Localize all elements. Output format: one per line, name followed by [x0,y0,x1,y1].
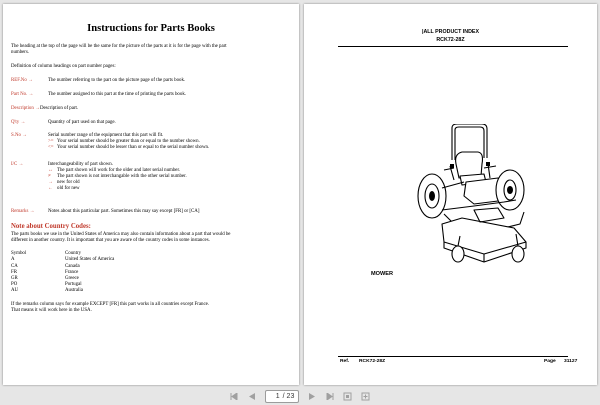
page-indicator [265,390,300,403]
intro-line-2: numbers. [11,50,30,55]
mower-illustration [414,124,534,269]
model-number: RCK72-28Z [436,37,465,43]
table-row-symbol: PO [11,282,18,287]
desc-ic: Interchangeability of part shown. ↔ The part shown will work for the older and later serial number. ≠ The part shown is not interchangable with the other serial number. → new for old ← old for new [48,162,187,192]
table-row-country: Australia [65,288,83,293]
prev-page-button[interactable] [247,391,258,402]
fit-page-icon [343,392,352,401]
table-row-country: France [65,270,79,275]
country-para-1: The parts books we use in the United States of America may also contain information about a part that would be [11,232,231,237]
right-page [304,4,597,385]
footer-ref-label: Ref. [340,359,350,364]
desc-sno: Serial number range of the equipment that this part will fit. >= Your serial number should be greater than or equal to the number shown. <= Your serial number should be lesser than or equal to the serial number shown. [48,133,210,151]
table-row-country: United States of America [65,257,115,262]
first-page-icon [230,393,238,400]
zoom-button[interactable] [360,391,371,402]
header-rule [338,46,568,47]
last-page-button[interactable] [324,391,335,402]
table-row-country: Canada [65,264,80,269]
table-row-symbol: GR [11,276,18,281]
desc-remarks: Notes about this particular part. Sometimes this may say except [FR] or [CA] [48,209,200,214]
country-para-2: different in another country. It is important that you are aware of the country codes in some instances. [11,238,210,243]
table-header-country: Country [65,251,82,256]
table-row-symbol: A [11,257,15,262]
footer-page-label: Page [544,359,556,364]
left-page [3,4,299,385]
term-qty: Q'ty → [11,120,26,125]
table-row-country: Greece [65,276,79,281]
table-row-symbol: CA [11,264,18,269]
desc-part-no: The number assigned to this part at the time of printing the parts book. [48,92,186,97]
term-part-no: Part No. → [11,92,34,97]
table-row-symbol: AU [11,288,19,293]
next-page-icon [309,393,315,400]
footer-rule [338,356,568,357]
term-sno: S.No → [11,133,28,138]
table-row-symbol: FR [11,270,17,275]
fit-page-button[interactable] [342,391,353,402]
first-page-button[interactable] [229,391,240,402]
mower-label: MOWER [371,271,394,277]
total-pages: / 23 [282,393,295,400]
page-title: Instructions for Parts Books [87,23,215,34]
page-number-input[interactable] [270,393,280,400]
desc-qty: Quantity of part used on that page. [48,120,116,125]
closing-line-2: That means it will work here in the USA. [11,308,92,313]
desc-ref-no: The number referring to the part on the picture page of the parts book. [48,78,186,83]
last-page-icon [326,393,334,400]
footer-ref-value: RCK72-28Z [359,359,386,364]
country-codes-heading: Note about Country Codes: [11,223,91,230]
table-header-symbol: Symbol [11,251,27,256]
viewer-toolbar [0,388,600,405]
table-row-country: Portugal [65,282,82,287]
next-page-button[interactable] [306,391,317,402]
term-ref-no: REF.No → [11,78,33,83]
intro-line-1: The heading at the top of the page will be the same for the picture of the parts at it is for the page with the part [11,44,227,49]
product-index-title: |ALL PRODUCT INDEX [421,29,479,35]
prev-page-icon [249,393,255,400]
term-remarks: Remarks → [11,209,35,214]
closing-line-1: If the remarks column says for example EXCEPT [FR] this part works in all countries except France. [11,302,210,307]
term-ic: I/C → [11,162,24,167]
definition-line: Definition of column headings on part number pages: [11,64,116,69]
footer-page-value: 31127 [564,359,578,364]
term-description: Description →Description of part. [11,106,79,111]
zoom-icon [361,392,370,401]
